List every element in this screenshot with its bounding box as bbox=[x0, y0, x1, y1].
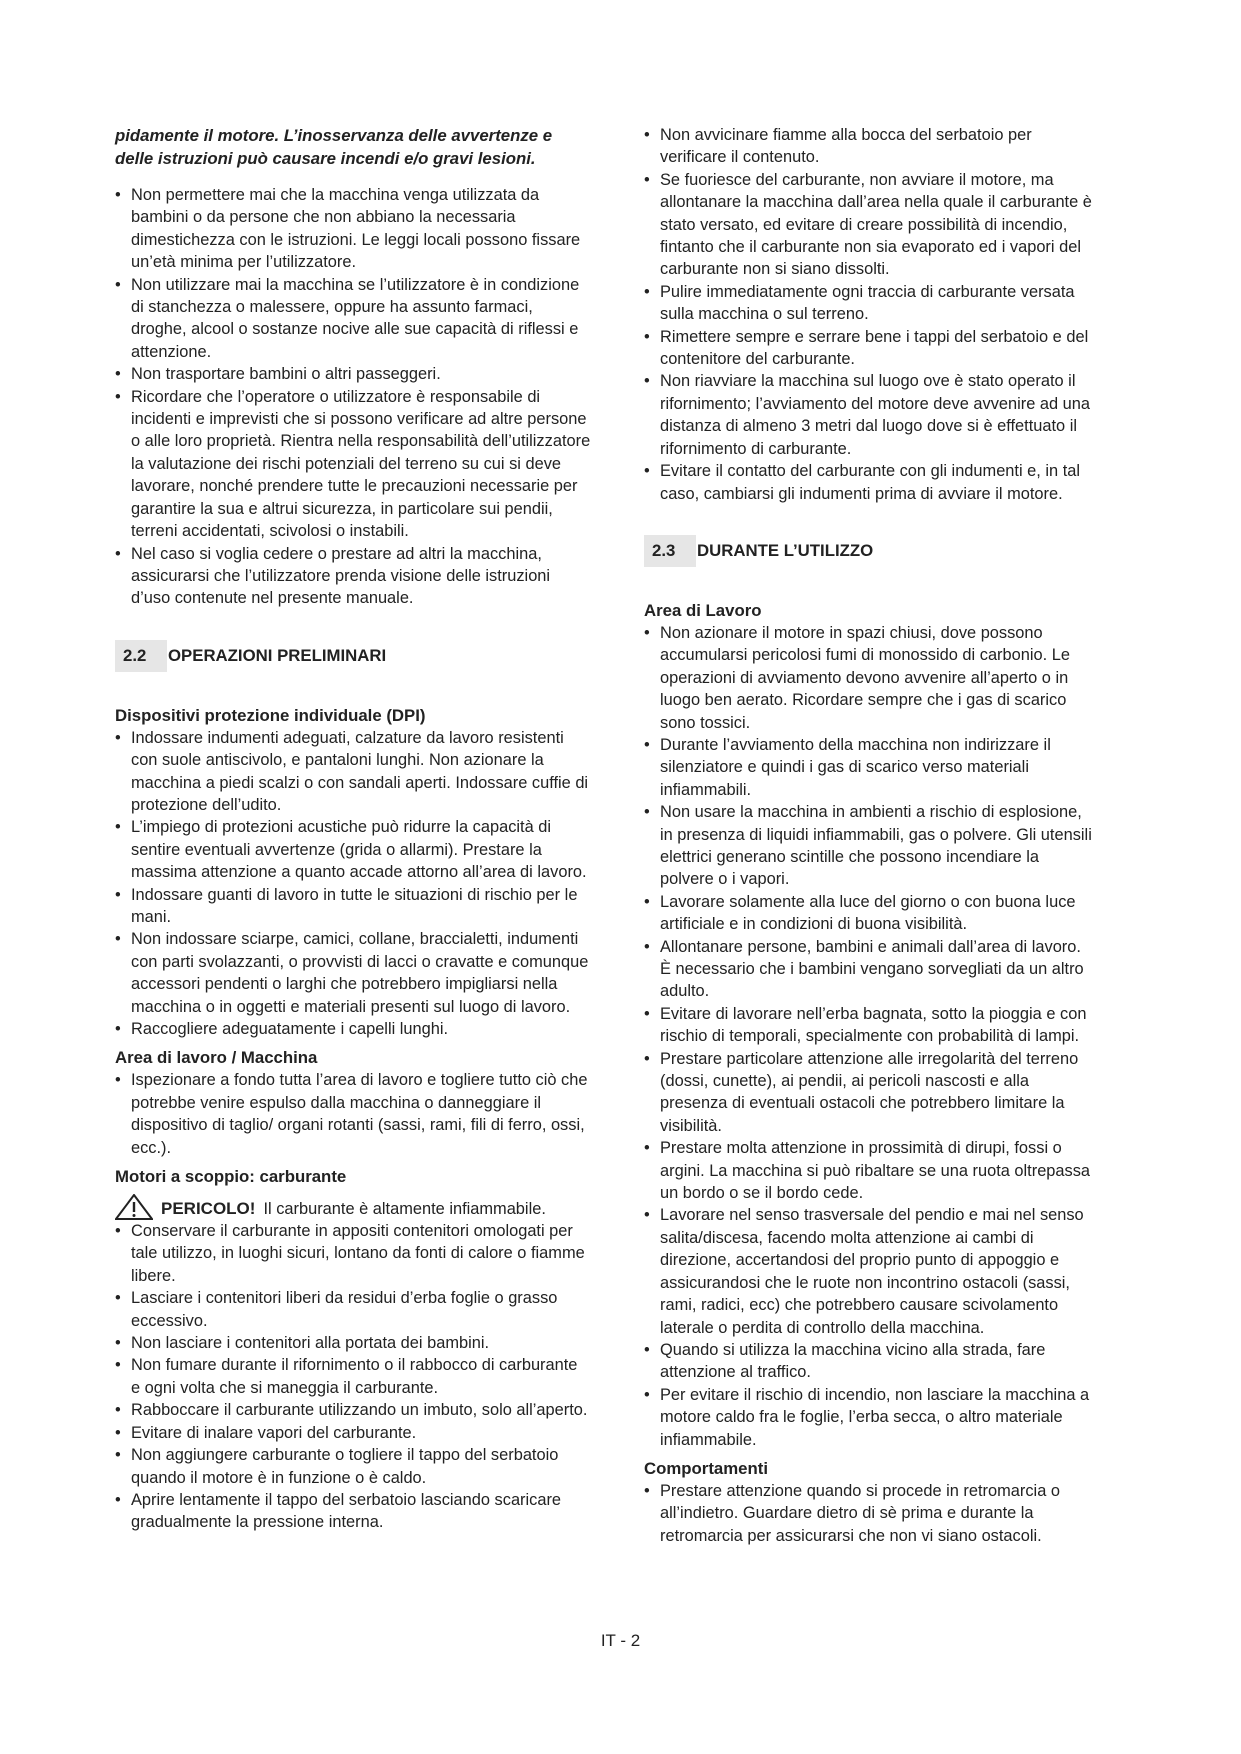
list-item: • Ricordare che l’operatore o utilizzatore è responsabile di incidenti e imprevisti che si possono verificare ad altre persone o alle loro proprietà. Rientra nella responsabilità dell’utilizzatore la valutazione dei rischi potenziali del terreno su cui si deve lavorare, nonché prendere tutte le precauzioni necessarie per garantire la sua e altrui sicurezza, in particolare sui pendii, terreni accidentati, scivolosi o instabili. bbox=[115, 386, 591, 543]
list-item: • Evitare di inalare vapori del carburante. bbox=[115, 1422, 591, 1444]
list-item: • Ispezionare a fondo tutta l’area di lavoro e togliere tutto ciò che potrebbe venire espulso dalla macchina o danneggiare il dispositivo di taglio/ organi rotanti (sassi, rami, fili di ferro, ossi, ecc.). bbox=[115, 1069, 591, 1159]
fuel-safety-list-continued bbox=[644, 124, 1096, 505]
fuel-heading: Motori a scoppio: carburante bbox=[115, 1167, 347, 1187]
list-item: • Non permettere mai che la macchina venga utilizzata da bambini o da persone che non abbiano la necessaria dimestichezza con le istruzioni. Le leggi locali possono fissare un’età minima per l’utilizzatore. bbox=[115, 184, 591, 274]
list-item: • Non trasportare bambini o altri passeggeri. bbox=[115, 363, 591, 385]
section-title: OPERAZIONI PRELIMINARI bbox=[168, 645, 387, 665]
list-item: • Evitare di lavorare nell’erba bagnata, sotto la pioggia e con rischio di temporali, specialmente con probabilità di lampi. bbox=[644, 1003, 1096, 1048]
list-item: • Conservare il carburante in appositi contenitori omologati per tale utilizzo, in luoghi sicuri, lontano da fonti di calore o fiamme libere. bbox=[115, 1220, 591, 1287]
danger-label: PERICOLO! bbox=[161, 1198, 256, 1218]
list-item: • Non riavviare la macchina sul luogo ove è stato operato il rifornimento; l’avviamento del motore deve avvenire ad una distanza di almeno 3 metri dal luogo dove si è effettuato il rifornimento di carburante. bbox=[644, 370, 1096, 460]
list-item: • Non lasciare i contenitori alla portata dei bambini. bbox=[115, 1332, 591, 1354]
list-item: • Durante l’avviamento della macchina non indirizzare il silenziatore e quindi i gas di scarico verso materiali infiammabili. bbox=[644, 734, 1096, 801]
intro-warning-text: pidamente il motore. L’inosservanza delle avvertenze e delle istruzioni può causare incendi e/o gravi lesioni. bbox=[115, 126, 553, 168]
left-column bbox=[115, 124, 591, 1534]
list-item: • Allontanare persone, bambini e animali dall’area di lavoro. È necessario che i bambini vengano sorvegliati da un altro adulto. bbox=[644, 936, 1096, 1003]
list-item: • Evitare il contatto del carburante con gli indumenti e, in tal caso, cambiarsi gli indumenti prima di avviare il motore. bbox=[644, 460, 1096, 505]
section-heading-2-2 bbox=[115, 640, 591, 672]
warning-triangle-icon bbox=[115, 1194, 153, 1220]
list-item: • Rimettere sempre e serrare bene i tappi del serbatoio e del contenitore del carburante. bbox=[644, 326, 1096, 371]
section-number: 2.2 bbox=[115, 640, 167, 672]
list-item: • Lavorare solamente alla luce del giorno o con buona luce artificiale e in condizioni di buona visibilità. bbox=[644, 891, 1096, 936]
list-item: • Non aggiungere carburante o togliere il tappo del serbatoio quando il motore è in funzione o è caldo. bbox=[115, 1444, 591, 1489]
general-safety-list bbox=[115, 184, 591, 610]
list-item: • Indossare indumenti adeguati, calzature da lavoro resistenti con suole antiscivolo, e pantaloni lunghi. Non azionare la macchina a piedi scalzi o con sandali aperti. Indossare cuffie di protezione dell’udito. bbox=[115, 727, 591, 817]
list-item: • Prestare molta attenzione in prossimità di dirupi, fossi o argini. La macchina si può ribaltare se una ruota oltrepassa un bordo o se il bordo cede. bbox=[644, 1137, 1096, 1204]
section-title: DURANTE L’UTILIZZO bbox=[697, 540, 874, 560]
list-item: • Non indossare sciarpe, camici, collane, braccialetti, indumenti con parti svolazzanti, o provvisti di lacci o cravatte e comunque accessori pendenti o larghi che potrebbero impigliarsi nella macchina o in oggetti e materiali presenti sul luogo di lavoro. bbox=[115, 928, 591, 1018]
section-heading-2-3 bbox=[644, 535, 1096, 567]
list-item: • Indossare guanti di lavoro in tutte le situazioni di rischio per le mani. bbox=[115, 884, 591, 929]
dpi-heading: Dispositivi protezione individuale (DPI) bbox=[115, 705, 426, 725]
work-area-list bbox=[644, 622, 1096, 1451]
list-item: • Prestare attenzione quando si procede in retromarcia o all’indietro. Guardare dietro di sè prima e durante la retromarcia per assicurarsi che non vi siano ostacoli. bbox=[644, 1480, 1096, 1547]
list-item: • Aprire lentamente il tappo del serbatoio lasciando scaricare gradualmente la pressione interna. bbox=[115, 1489, 591, 1534]
danger-text: Il carburante è altamente infiammabile. bbox=[263, 1199, 546, 1218]
list-item: • Pulire immediatamente ogni traccia di carburante versata sulla macchina o sul terreno. bbox=[644, 281, 1096, 326]
page-number: IT - 2 bbox=[600, 1631, 641, 1650]
list-item: • Non azionare il motore in spazi chiusi, dove possono accumularsi pericolosi fumi di monossido di carbonio. Le operazioni di avviamento devono avvenire all’aperto o in luogo ben aerato. Ricordare sempre che i gas di scarico sono tossici. bbox=[644, 622, 1096, 734]
work-area-heading: Area di Lavoro bbox=[644, 600, 762, 620]
right-column bbox=[644, 124, 1096, 1547]
list-item: • Se fuoriesce del carburante, non avviare il motore, ma allontanare la macchina dall’area nella quale il carburante è stato versato, ed evitare di creare possibilità di incendio, fintanto che il carburante non sia evaporato ed i vapori del carburante non si siano dissolti. bbox=[644, 169, 1096, 281]
list-item: • L’impiego di protezioni acustiche può ridurre la capacità di sentire eventuali avvertenze (grida o allarmi). Prestare la massima attenzione a quanto accade attorno all’area di lavoro. bbox=[115, 816, 591, 883]
list-item: • Non utilizzare mai la macchina se l’utilizzatore è in condizione di stanchezza o malessere, oppure ha assunto farmaci, droghe, alcool o sostanze nocive alle sue capacità di riflessi e attenzione. bbox=[115, 274, 591, 364]
list-item: • Non fumare durante il rifornimento o il rabbocco di carburante e ogni volta che si maneggia il carburante. bbox=[115, 1354, 591, 1399]
list-item: • Lasciare i contenitori liberi da residui d’erba foglie o grasso eccessivo. bbox=[115, 1287, 591, 1332]
behavior-list bbox=[644, 1480, 1096, 1547]
behavior-heading: Comportamenti bbox=[644, 1458, 768, 1478]
list-item: • Raccogliere adeguatamente i capelli lunghi. bbox=[115, 1018, 591, 1040]
list-item: • Prestare particolare attenzione alle irregolarità del terreno (dossi, cunette), ai pendii, ai pericoli nascosti e alla presenza di eventuali ostacoli che potrebbero limitare la visibilità. bbox=[644, 1048, 1096, 1138]
work-area-machine-heading: Area di lavoro / Macchina bbox=[115, 1048, 318, 1068]
list-item: • Non avvicinare fiamme alla bocca del serbatoio per verificare il contenuto. bbox=[644, 124, 1096, 169]
list-item: • Nel caso si voglia cedere o prestare ad altri la macchina, assicurarsi che l’utilizzatore prenda visione delle istruzioni d’uso contenute nel presente manuale. bbox=[115, 543, 591, 610]
list-item: • Per evitare il rischio di incendio, non lasciare la macchina a motore caldo fra le foglie, l’erba secca, o altro materiale infiammabile. bbox=[644, 1384, 1096, 1451]
dpi-list bbox=[115, 727, 591, 1041]
list-item: • Non usare la macchina in ambienti a rischio di esplosione, in presenza di liquidi infiammabili, gas o polvere. Gli utensili elettrici generano scintille che possono incendiare la polvere o i vapori. bbox=[644, 801, 1096, 891]
fuel-list bbox=[115, 1220, 591, 1534]
list-item: • Quando si utilizza la macchina vicino alla strada, fare attenzione al traffico. bbox=[644, 1339, 1096, 1384]
work-area-machine-list bbox=[115, 1069, 591, 1159]
danger-warning bbox=[115, 1194, 591, 1220]
section-number: 2.3 bbox=[644, 535, 696, 567]
list-item: • Rabboccare il carburante utilizzando un imbuto, solo all’aperto. bbox=[115, 1399, 591, 1421]
list-item: • Lavorare nel senso trasversale del pendio e mai nel senso salita/discesa, facendo molta attenzione ai cambi di direzione, accertandosi del proprio punto di appoggio e assicurandosi che le ruote non incontrino ostacoli (sassi, rami, radici, ecc) che potrebbero causare scivolamento laterale o perdita di controllo della macchina. bbox=[644, 1204, 1096, 1338]
